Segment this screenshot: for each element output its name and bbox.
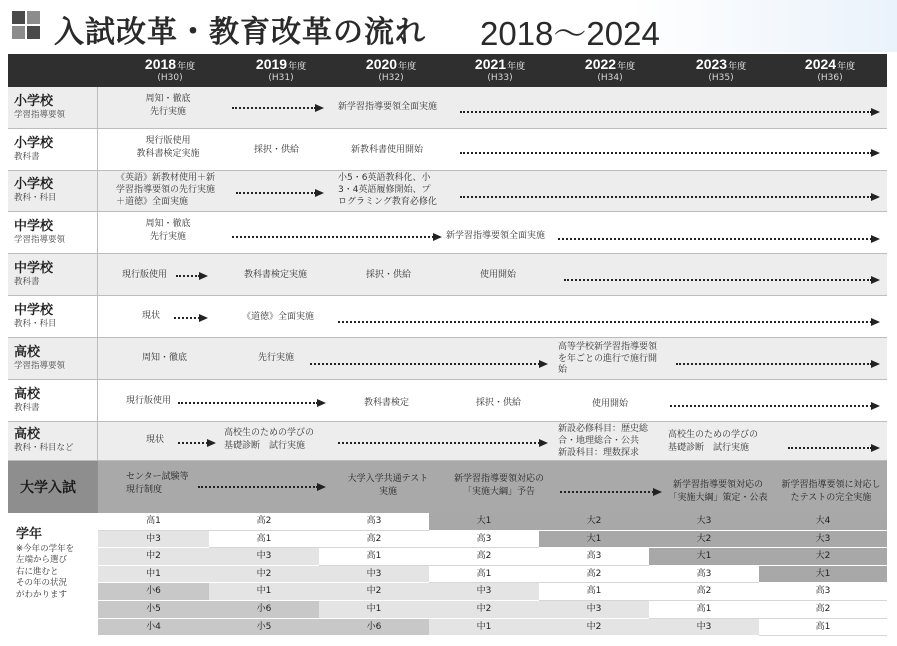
row-cell: 新教科書使用開始 [351, 145, 424, 155]
grade-cell: 中3 [209, 548, 319, 566]
timeline-row [8, 87, 887, 129]
timeline-row [8, 422, 887, 461]
grade-cell: 大1 [539, 531, 649, 549]
row-cell: 採択・供給 [366, 270, 412, 280]
row-cell: 《道徳》全面実施 [242, 312, 315, 322]
year-column-header: 2020年度 (H32) [365, 56, 417, 83]
row-cell: 現行版使用 [122, 270, 168, 280]
grade-cell: 小6 [319, 619, 429, 637]
grade-cell: 小6 [209, 601, 319, 619]
grade-cell: 高3 [539, 548, 649, 566]
timeline-row [8, 338, 887, 380]
grade-cell: 大3 [649, 513, 759, 531]
row-cell: 《英語》新教材使用＋新 学習指導要領の先行実施 ＋道徳》全面実施 [116, 173, 216, 208]
row-cell: 周知・徹底 先行実施 [145, 94, 191, 118]
arrow-icon [338, 439, 548, 447]
grade-cell: 大1 [649, 548, 759, 566]
row-label: 小学校 学習指導要領 [8, 87, 98, 128]
grade-cell: 大4 [759, 513, 887, 531]
timeline-row [8, 129, 887, 171]
timeline-row [8, 380, 887, 422]
grade-cell: 高2 [429, 548, 539, 566]
grade-cell: 高2 [539, 566, 649, 584]
arrow-icon [178, 399, 326, 407]
row-cell: 先行実施 [258, 353, 295, 363]
university-cell: 新学習指導要領対応の 「実施大綱」予告 [453, 474, 544, 497]
grade-cell: 中2 [319, 583, 429, 601]
arrow-icon [338, 318, 880, 326]
grade-cell: 高1 [98, 513, 209, 531]
year-column-header: 2018年度 (H30) [144, 56, 196, 83]
grade-cell: 中3 [319, 566, 429, 584]
arrow-icon [676, 360, 880, 368]
grade-cell: 高2 [209, 513, 319, 531]
grade-cell: 中2 [98, 548, 209, 566]
arrow-icon [176, 272, 208, 280]
row-label: 高校 教科書 [8, 380, 98, 421]
grade-cell: 高3 [429, 531, 539, 549]
grade-cell: 高3 [649, 566, 759, 584]
row-cell: 高校生のための学びの 基礎診断 試行実施 [668, 430, 759, 453]
arrow-icon [198, 483, 326, 491]
row-label: 中学校 教科書 [8, 254, 98, 295]
row-cell: 周知・徹底 先行実施 [145, 219, 191, 243]
grade-cell: 大2 [759, 548, 887, 566]
grade-cell: 大1 [429, 513, 539, 531]
grade-cell: 高3 [319, 513, 429, 531]
row-cell: 現状 [146, 435, 165, 445]
year-column-header: 2023年度 (H35) [695, 56, 747, 83]
grade-cell: 高1 [649, 601, 759, 619]
arrow-icon [232, 104, 324, 112]
grade-cell: 高2 [319, 531, 429, 549]
grade-cell: 高1 [759, 619, 887, 637]
row-label: 小学校 教科・科目 [8, 171, 98, 211]
grade-cell: 中1 [429, 619, 539, 637]
row-cell: 高等学校新学習指導要領 を年ごとの進行で施行開 始 [558, 342, 658, 376]
arrow-icon [174, 314, 208, 322]
row-label: 高校 教科・科目など [8, 422, 98, 460]
page-header [0, 0, 897, 52]
grade-cell: 中1 [319, 601, 429, 619]
university-exam-row [8, 461, 887, 513]
grade-cell: 小4 [98, 619, 209, 637]
year-column-header: 2021年度 (H33) [474, 56, 526, 83]
timeline-row [8, 171, 887, 212]
arrow-icon [460, 193, 880, 201]
row-cell: 採択・供給 [254, 145, 300, 155]
row-cell: 小5・6英語教科化、小 3・4英語履修開始、プ ログラミング教育必修化 [338, 173, 437, 208]
university-label: 大学入試 [8, 461, 98, 513]
university-cell: 新学習指導要領対応の 「実施大綱」策定・公表 [668, 480, 768, 503]
university-cell: センター試験等 現行制度 [126, 472, 189, 495]
arrow-icon [460, 108, 880, 116]
grade-cell: 中3 [649, 619, 759, 637]
row-label: 小学校 教科書 [8, 129, 98, 170]
grade-cell: 小6 [98, 583, 209, 601]
arrow-icon [560, 488, 662, 496]
row-cell: 現行版使用 [126, 396, 172, 406]
row-label: 中学校 教科・科目 [8, 296, 98, 337]
grade-cell: 中2 [429, 601, 539, 619]
years-range: 2018～2024 [480, 15, 660, 52]
page-title: 入試改革・教育改革の流れ [54, 15, 426, 50]
grade-cell: 大2 [649, 531, 759, 549]
grade-cell: 小5 [209, 619, 319, 637]
grade-label: 学年 ※今年の学年を 左端から選び 右に進むと その年の状況 がわかります [8, 513, 98, 637]
arrow-icon [310, 360, 548, 368]
grade-cell: 高1 [429, 566, 539, 584]
timeline-row [8, 212, 887, 254]
grade-cell: 中3 [429, 583, 539, 601]
row-cell: 使用開始 [592, 399, 629, 409]
university-cell: 大学入学共通テスト 実施 [347, 474, 429, 497]
grade-cell: 小5 [98, 601, 209, 619]
arrow-icon [670, 402, 880, 410]
year-column-header: 2024年度 (H36) [804, 56, 856, 83]
grade-cell: 高1 [209, 531, 319, 549]
row-label: 高校 学習指導要領 [8, 338, 98, 379]
arrow-icon [236, 189, 324, 197]
grade-cell: 中1 [98, 566, 209, 584]
arrow-icon [178, 439, 216, 447]
grade-cell: 高1 [539, 583, 649, 601]
grade-cell: 大3 [759, 531, 887, 549]
arrow-icon [232, 233, 442, 241]
year-column-header: 2019年度 (H31) [255, 56, 307, 83]
row-cell: 高校生のための学びの 基礎診断 試行実施 [224, 428, 315, 451]
grade-cell: 高3 [759, 583, 887, 601]
grade-cell: 中3 [539, 601, 649, 619]
row-cell: 採択・供給 [476, 398, 522, 408]
grade-cell: 高2 [649, 583, 759, 601]
grade-cell: 中3 [98, 531, 209, 549]
row-cell: 周知・徹底 [142, 353, 188, 363]
row-cell: 新学習指導要領全面実施 [446, 231, 546, 241]
timeline-row [8, 296, 887, 338]
row-cell: 現状 [142, 311, 161, 321]
year-column-header: 2022年度 (H34) [584, 56, 636, 83]
grade-cell: 高2 [759, 601, 887, 619]
grade-cell: 大1 [759, 566, 887, 584]
arrow-icon [558, 235, 880, 243]
grade-cell: 中1 [209, 583, 319, 601]
grade-cell: 中2 [539, 619, 649, 637]
row-cell: 使用開始 [480, 270, 517, 280]
grade-cell: 中2 [209, 566, 319, 584]
row-cell: 新設必修科目：歴史総 合・地理総合・公共 新設科目：理数探求 [558, 424, 649, 459]
row-cell: 現行版使用 教科書検定実施 [136, 136, 200, 160]
logo-squares-icon [12, 11, 42, 41]
arrow-icon [460, 149, 880, 157]
arrow-icon [564, 276, 880, 284]
year-header-bar [8, 54, 887, 87]
timeline-row [8, 254, 887, 296]
grade-cell: 高1 [319, 548, 429, 566]
grade-cell: 大2 [539, 513, 649, 531]
arrow-icon [788, 444, 880, 452]
row-label: 中学校 学習指導要領 [8, 212, 98, 253]
grade-note: ※今年の学年を 左端から選び 右に進むと その年の状況 がわかります [16, 544, 75, 600]
row-cell: 新学習指導要領全面実施 [338, 102, 438, 112]
university-cell: 新学習指導要領に対応し たテストの完全実施 [781, 480, 881, 503]
row-cell: 教科書検定 [364, 398, 410, 408]
row-cell: 教科書検定実施 [244, 270, 308, 280]
